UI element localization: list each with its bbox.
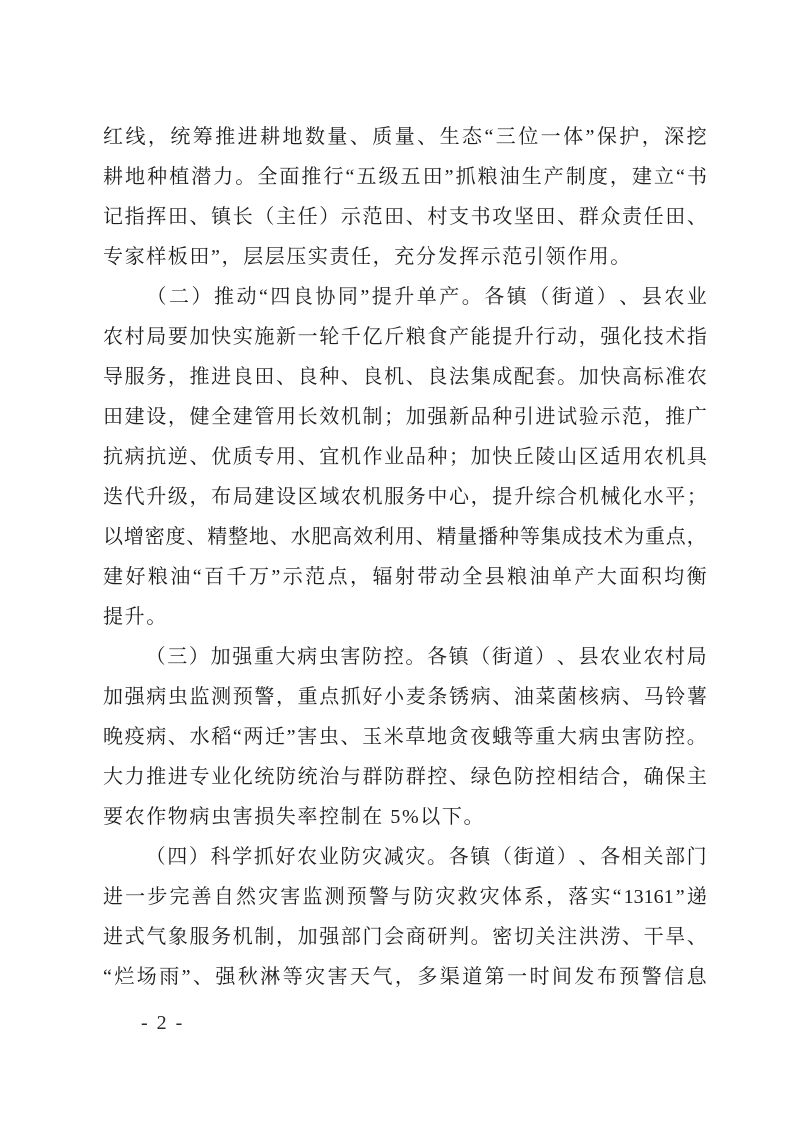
text-line: 大 力 推 进 专 业 化 统 防 统 治 与 群 防 群 控 、 绿 色 防 控 相 结 合 ， 确 保 主 xyxy=(103,766,707,788)
text-line: 提升。 xyxy=(103,606,168,628)
document-body xyxy=(103,117,707,997)
text-line: 进 一 步 完 善 自 然 灾 害 监 测 预 警 与 防 灾 救 灾 体 系 ， 落 实 “ 13161 ” 递 xyxy=(103,886,707,908)
paragraph-four xyxy=(103,837,707,997)
text-line: 农 村 局 要 加 快 实 施 新 一 轮 千 亿 斤 粮 食 产 能 提 升 行 动 ， 强 化 技 术 指 xyxy=(103,326,707,348)
text-line: 导 服 务 ， 推 进 良 田 、 良 种 、 良 机 、 良 法 集 成 配 套 。 加 快 高 标 准 农 xyxy=(103,366,707,388)
text-line: 迭 代 升 级 ， 布 局 建 设 区 域 农 机 服 务 中 心 ， 提 升 综 合 机 械 化 水 平 ； xyxy=(103,486,707,508)
text-line: 记 指 挥 田 、 镇 长 （ 主 任 ） 示 范 田 、 村 支 书 攻 坚 田 、 群 众 责 任 田 、 xyxy=(103,206,707,228)
text-line: “ 烂 场 雨 ” 、 强 秋 淋 等 灾 害 天 气 ， 多 渠 道 第 一 时 间 发 布 预 警 信 息 xyxy=(103,966,707,988)
page-number: - 2 - xyxy=(141,1012,185,1034)
text-line: （ 二 ） 推 动 “ 四 良 协 同 ” 提 升 单 产 。 各 镇 （ 街 道 ） 、 县 农 业 xyxy=(146,286,707,308)
paragraph-two xyxy=(103,277,707,637)
text-line: 抗 病 抗 逆 、 优 质 专 用 、 宜 机 作 业 品 种 ； 加 快 丘 陵 山 区 适 用 农 机 具 xyxy=(103,446,707,468)
text-line: 耕 地 种 植 潜 力 。 全 面 推 行 “ 五 级 五 田 ” 抓 粮 油 生 产 制 度 ， 建 立 “ 书 xyxy=(103,166,707,188)
text-line: 田 建 设 ， 健 全 建 管 用 长 效 机 制 ； 加 强 新 品 种 引 进 试 验 示 范 ， 推 广 xyxy=(103,406,707,428)
paragraph-continuation xyxy=(103,117,707,277)
text-line: 要农作物病虫害损失率控制在 5%以下。 xyxy=(103,806,486,828)
text-line: （ 四 ） 科 学 抓 好 农 业 防 灾 减 灾 。 各 镇 （ 街 道 ） 、 各 相 关 部 门 xyxy=(145,846,707,868)
text-line: 加 强 病 虫 监 测 预 警 ， 重 点 抓 好 小 麦 条 锈 病 、 油 菜 菌 核 病 、 马 铃 薯 xyxy=(103,686,707,708)
text-line: 进 式 气 象 服 务 机 制 ， 加 强 部 门 会 商 研 判 。 密 切 关 注 洪 涝 、 干 旱 、 xyxy=(103,926,707,948)
paragraph-three xyxy=(103,637,707,837)
text-line: 专家样板田”，层层压实责任，充分发挥示范引领作用。 xyxy=(103,246,632,268)
text-line: 晚 疫 病 、 水 稻 “ 两 迁 ” 害 虫 、 玉 米 草 地 贪 夜 蛾 等 重 大 病 虫 害 防 控 。 xyxy=(103,726,707,748)
text-line: 红 线 ， 统 筹 推 进 耕 地 数 量 、 质 量 、 生 态 “ 三 位 一 体 ” 保 护 ， 深 挖 xyxy=(103,126,707,148)
text-line: （ 三 ） 加 强 重 大 病 虫 害 防 控 。 各 镇 （ 街 道 ） 、 县 农 业 农 村 局 xyxy=(145,646,707,668)
text-line: 建 好 粮 油 “ 百 千 万 ” 示 范 点 ， 辐 射 带 动 全 县 粮 油 单 产 大 面 积 均 衡 xyxy=(103,566,707,588)
text-line: 以 增 密 度 、 精 整 地 、 水 肥 高 效 利 用 、 精 量 播 种 等 集 成 技 术 为 重 点 ， xyxy=(103,526,707,548)
